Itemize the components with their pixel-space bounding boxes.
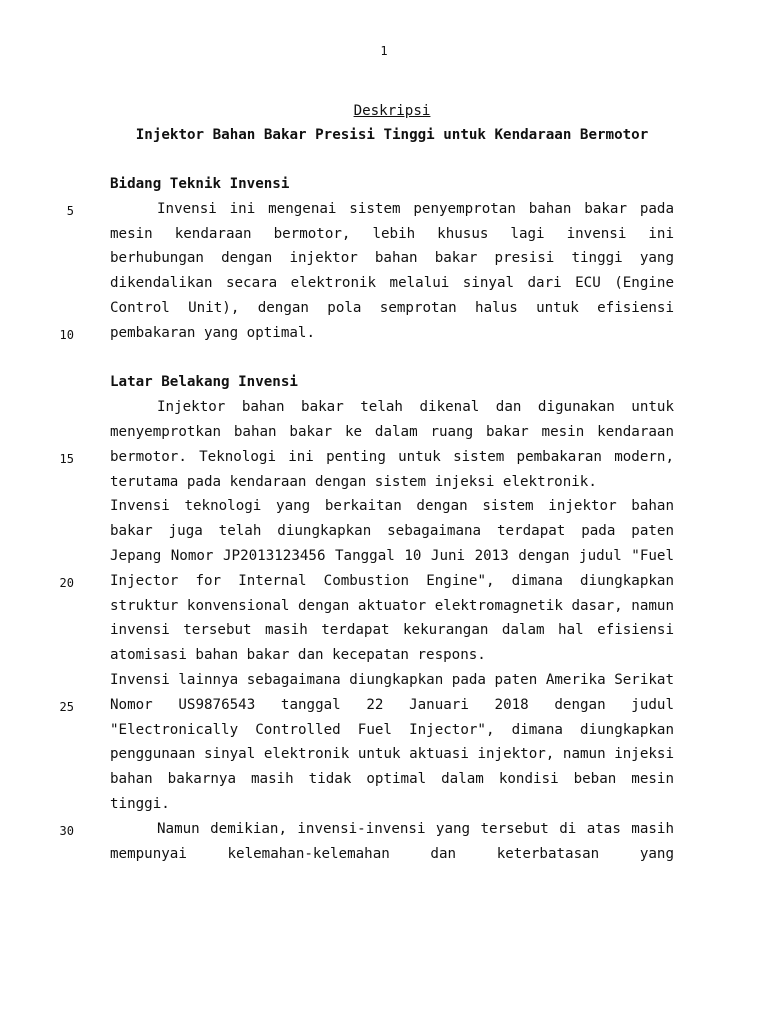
paragraph-background: Invensi teknologi yang berkaitan dengan sistem injektor bahan bakar juga telah diungkapkan sebagaimana terdapat pada paten Jepang Nomor JP2013123456 Tanggal 10 Juni 2013 dengan judul "Fuel Injector for Internal Combustion Engine", dimana diungkapkan struktur konvensional dengan aktuator elektromagnetik dasar, namun invensi tersebut masih terdapat kekurangan dalam hal efisiensi atomisasi bahan bakar dan kecepatan respons. bbox=[110, 498, 674, 664]
document-title: Injektor Bahan Bakar Presisi Tinggi untuk Kendaraan Bermotor bbox=[135, 127, 649, 143]
line-number: 25 bbox=[59, 700, 74, 714]
section-heading-background: Latar Belakang Invensi bbox=[110, 374, 298, 391]
paragraph-field: Invensi ini mengenai sistem penyemprotan bahan bakar pada mesin kendaraan bermotor, lebih khusus lagi invensi ini berhubungan dengan injektor bahan bakar presisi tinggi yang dikendalikan secara elektronik melalui sinyal dari ECU (Engine Control Unit), dengan pola semprotan halus untuk efisiensi pembakaran yang optimal. bbox=[110, 200, 674, 341]
document-body bbox=[110, 172, 674, 866]
line-number: 20 bbox=[59, 576, 74, 590]
paragraph-background: Injektor bahan bakar telah dikenal dan digunakan untuk menyemprotkan bahan bakar ke dalam ruang bakar mesin kendaraan bermotor. Teknologi ini penting untuk sistem pembakaran modern, terutama pada kendaraan dengan sistem injeksi elektronik. bbox=[110, 399, 674, 490]
line-number: 30 bbox=[59, 824, 74, 838]
description-heading: Deskripsi bbox=[353, 103, 431, 119]
paragraph-background: Namun demikian, invensi-invensi yang tersebut di atas masih mempunyai kelemahan-kelemahan dan keterbatasan yang bbox=[110, 820, 674, 862]
section-spacer bbox=[110, 346, 674, 371]
paragraph-background: Invensi lainnya sebagaimana diungkapkan pada paten Amerika Serikat Nomor US9876543 tanggal 22 Januari 2018 dengan judul "Electronically Controlled Fuel Injector", dimana diungkapkan penggunaan sinyal elektronik untuk aktuasi injektor, namun injeksi bahan bakarnya masih tidak optimal dalam kondisi beban mesin tinggi. bbox=[110, 671, 674, 812]
page-number: 1 bbox=[380, 44, 388, 58]
line-number: 10 bbox=[59, 328, 74, 342]
line-number: 5 bbox=[66, 204, 74, 218]
section-heading-field: Bidang Teknik Invensi bbox=[110, 176, 290, 192]
line-number: 15 bbox=[59, 452, 74, 466]
